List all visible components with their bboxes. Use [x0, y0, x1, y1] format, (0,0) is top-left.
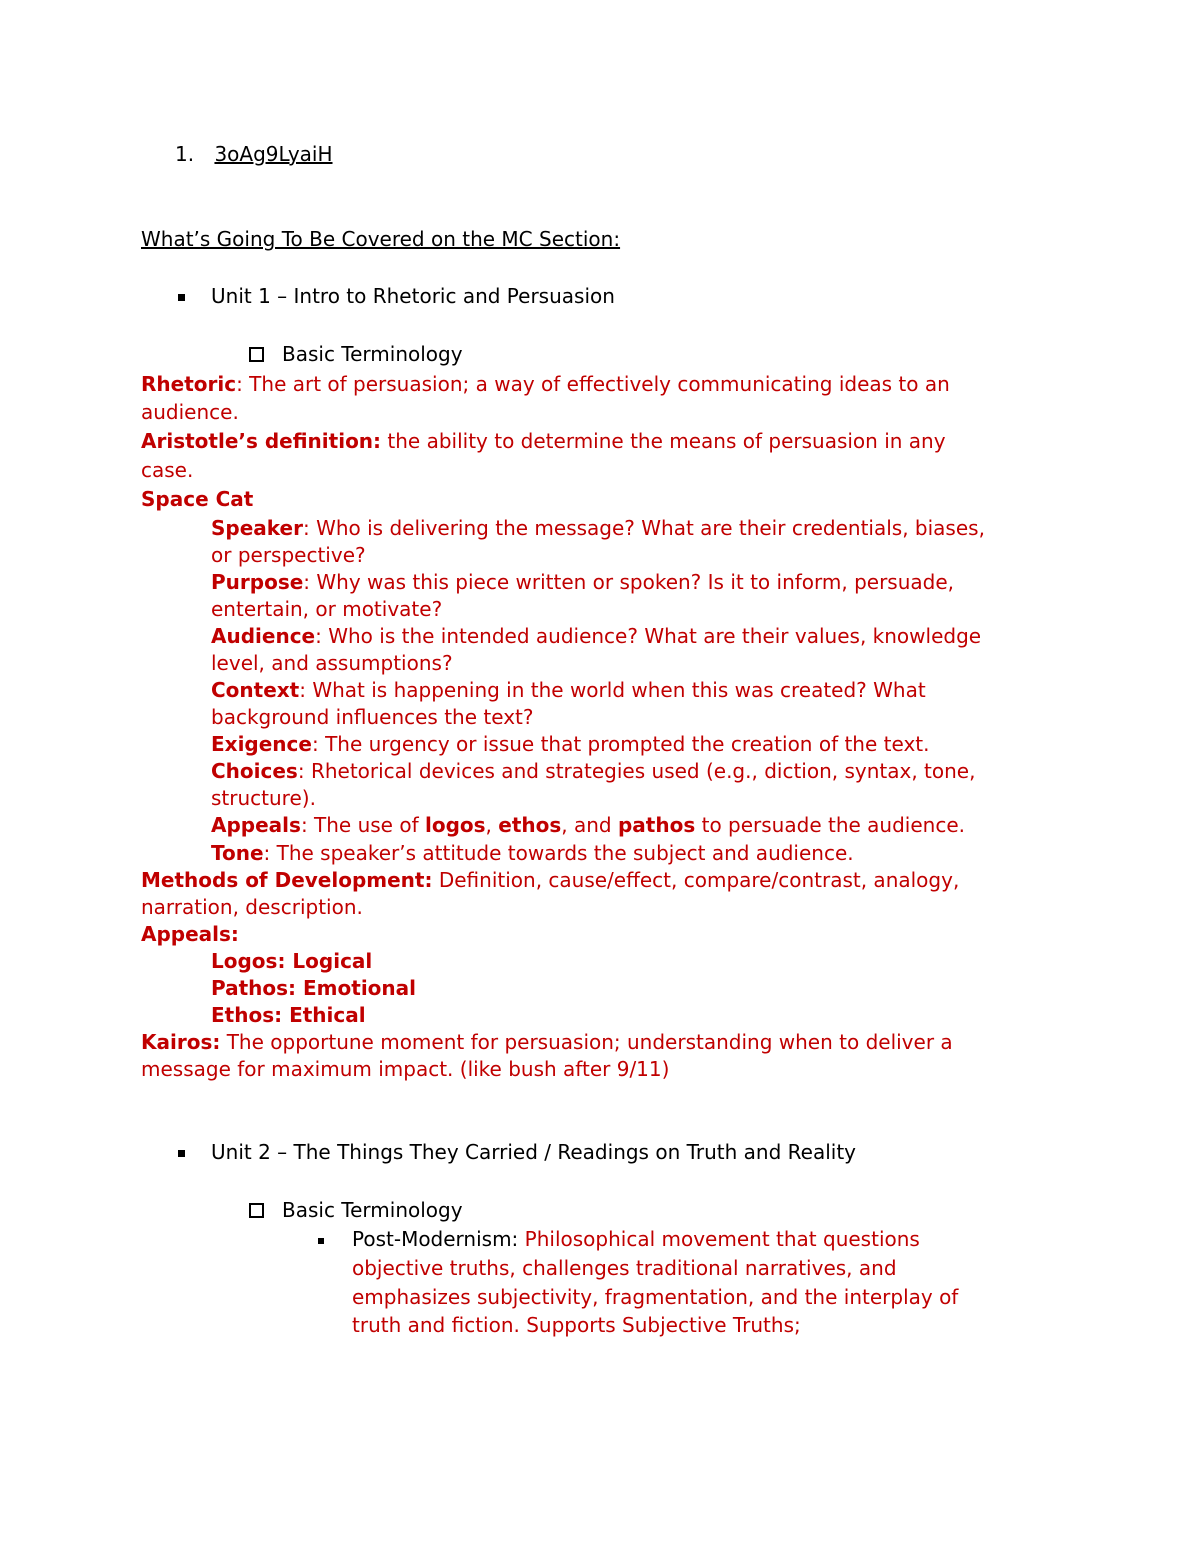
- methods-line-2: narration, description.: [141, 895, 363, 919]
- exigence-line: [211, 732, 929, 756]
- purpose-def: : Why was this piece written or spoken? Is it to inform, persuade,: [303, 570, 955, 594]
- ethos-word: ethos: [498, 813, 562, 837]
- appeals-heading: Appeals:: [141, 922, 239, 946]
- methods-def: Definition, cause/effect, compare/contrast, analogy,: [432, 868, 960, 892]
- square-bullet-icon: [178, 1150, 185, 1157]
- speaker-term: Speaker: [211, 516, 303, 540]
- pathos-line: Pathos: Emotional: [211, 976, 417, 1000]
- space-cat-term: Space Cat: [141, 487, 254, 511]
- unit2-title: Unit 2 – The Things They Carried / Readings on Truth and Reality: [211, 1140, 856, 1164]
- list-item-code: [175, 142, 333, 166]
- checkbox-bullet-icon: [249, 1203, 264, 1218]
- speaker-line-1: [211, 516, 985, 540]
- choices-line-1: [211, 759, 975, 783]
- square-bullet-icon: [178, 294, 185, 301]
- rhetoric-line-2: audience.: [141, 400, 239, 424]
- exigence-term: Exigence: [211, 732, 312, 756]
- kairos-line-1: [141, 1030, 953, 1054]
- postmodernism-line-2: objective truths, challenges traditional narratives, and: [352, 1256, 897, 1280]
- postmodernism-line-3: emphasizes subjectivity, fragmentation, and the interplay of: [352, 1285, 959, 1309]
- postmodernism-def: Philosophical movement that questions: [518, 1227, 920, 1251]
- context-line-1: [211, 678, 926, 702]
- speaker-def: : Who is delivering the message? What are their credentials, biases,: [302, 516, 985, 540]
- methods-term: Methods of Development:: [141, 868, 433, 892]
- audience-term: Audience: [211, 624, 316, 648]
- methods-line-1: [141, 868, 959, 892]
- postmodernism-line-4: truth and fiction. Supports Subjective Truths;: [352, 1313, 801, 1337]
- aristotle-line-2: case.: [141, 458, 194, 482]
- tone-line: [211, 841, 854, 865]
- aristotle-def: the ability to determine the means of persuasion in any: [381, 429, 946, 453]
- code-text: 3oAg9LyaiH: [214, 142, 333, 166]
- tone-term: Tone: [211, 841, 264, 865]
- kairos-term: Kairos:: [141, 1030, 221, 1054]
- pathos-word: pathos: [617, 813, 696, 837]
- audience-line-2: level, and assumptions?: [211, 651, 453, 675]
- aristotle-line-1: [141, 429, 946, 453]
- logos-word: logos: [424, 813, 486, 837]
- postmodernism-line-1: [352, 1227, 920, 1251]
- unit2-subheading: Basic Terminology: [282, 1198, 463, 1222]
- context-def: : What is happening in the world when this was created? What: [299, 678, 926, 702]
- unit1-subheading: Basic Terminology: [282, 342, 463, 366]
- purpose-line-2: entertain, or motivate?: [211, 597, 443, 621]
- exigence-def: : The urgency or issue that prompted the creation of the text.: [311, 732, 930, 756]
- speaker-line-2: or perspective?: [211, 543, 366, 567]
- appeals-def-b: to persuade the audience.: [695, 813, 965, 837]
- purpose-term: Purpose: [211, 570, 304, 594]
- rhetoric-term: Rhetoric: [141, 372, 237, 396]
- small-square-bullet-icon: [318, 1238, 324, 1244]
- purpose-line-1: [211, 570, 954, 594]
- kairos-def: The opportune moment for persuasion; understanding when to deliver a: [220, 1030, 953, 1054]
- choices-def: : Rhetorical devices and strategies used (e.g., diction, syntax, tone,: [297, 759, 976, 783]
- logos-line: Logos: Logical: [211, 949, 373, 973]
- kairos-line-2: message for maximum impact. (like bush after 9/11): [141, 1057, 670, 1081]
- appeals-term: Appeals: [211, 813, 301, 837]
- context-line-2: background influences the text?: [211, 705, 534, 729]
- ethos-line: Ethos: Ethical: [211, 1003, 366, 1027]
- appeals-def-a: : The use of: [300, 813, 425, 837]
- comma: ,: [485, 813, 499, 837]
- aristotle-term: Aristotle’s definition:: [141, 429, 382, 453]
- checkbox-bullet-icon: [249, 347, 264, 362]
- tone-def: : The speaker’s attitude towards the subject and audience.: [263, 841, 854, 865]
- and-word: , and: [561, 813, 618, 837]
- audience-def: : Who is the intended audience? What are their values, knowledge: [315, 624, 982, 648]
- list-number: 1.: [175, 142, 195, 166]
- unit1-title: Unit 1 – Intro to Rhetoric and Persuasion: [211, 284, 615, 308]
- appeals-line: [211, 813, 965, 837]
- audience-line-1: [211, 624, 981, 648]
- rhetoric-line-1: [141, 372, 950, 396]
- rhetoric-def: : The art of persuasion; a way of effectively communicating ideas to an: [236, 372, 950, 396]
- choices-term: Choices: [211, 759, 298, 783]
- postmodernism-term: Post-Modernism:: [352, 1227, 519, 1251]
- choices-line-2: structure).: [211, 786, 316, 810]
- context-term: Context: [211, 678, 300, 702]
- section-heading: What’s Going To Be Covered on the MC Section:: [141, 227, 621, 251]
